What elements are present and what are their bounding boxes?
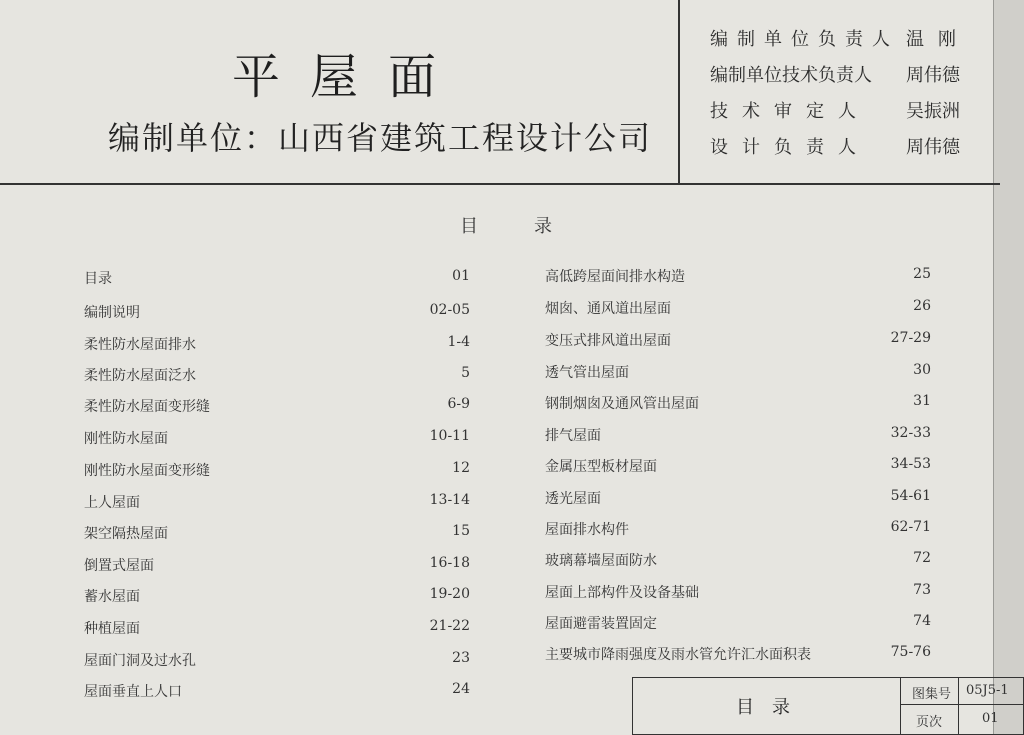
toc-item-page: 16-18	[429, 555, 470, 571]
toc-item-label: 屋面避雷装置固定	[545, 616, 657, 632]
toc-item	[84, 523, 470, 547]
name-2: 周伟德	[906, 65, 960, 86]
toc-item-label: 柔性防水屋面泛水	[84, 368, 196, 384]
name-3: 吴振洲	[906, 101, 960, 122]
toc-item-label: 高低跨屋面间排水构造	[545, 269, 685, 285]
toc-item-page: 02-05	[429, 302, 470, 318]
toc-item-page: 75-76	[890, 644, 931, 660]
toc-item-label: 主要城市降雨强度及雨水管允许汇水面积表	[545, 647, 811, 663]
toc-item-label: 钢制烟囱及通风管出屋面	[545, 396, 699, 412]
compiling-unit: 编制单位：山西省建筑工程设计公司	[108, 119, 653, 157]
title-block-row-divider	[900, 704, 1024, 705]
toc-item	[84, 555, 470, 579]
toc-item	[84, 302, 470, 326]
toc-item	[84, 428, 470, 452]
toc-item-page: 34-53	[890, 456, 931, 472]
toc-item	[545, 330, 931, 354]
toc-item-label: 烟囱、通风道出屋面	[545, 301, 671, 317]
toc-item	[545, 488, 931, 512]
toc-item	[84, 460, 470, 484]
toc-item	[545, 644, 931, 668]
page-edge	[993, 0, 1024, 735]
toc-item	[84, 334, 470, 358]
toc-item-page: 27-29	[890, 330, 931, 346]
toc-item	[545, 425, 931, 449]
header-divider	[678, 0, 680, 184]
toc-item	[84, 650, 470, 674]
drawing-title: 平屋面	[232, 49, 467, 105]
role-2: 编制单位技术负责人	[710, 65, 872, 86]
toc-item-label: 透光屋面	[545, 491, 601, 507]
toc-item-page: 25	[913, 266, 931, 282]
page-number-value: 01	[982, 711, 999, 726]
toc-heading-right: 录	[534, 216, 552, 237]
toc-item	[545, 550, 931, 574]
toc-item-page: 31	[913, 393, 931, 409]
toc-item-label: 柔性防水屋面变形缝	[84, 399, 210, 415]
header-bottom-rule	[0, 183, 1000, 185]
toc-item	[545, 582, 931, 606]
toc-item-label: 刚性防水屋面变形缝	[84, 463, 210, 479]
toc-item	[84, 618, 470, 642]
toc-item-label: 屋面垂直上人口	[84, 684, 182, 700]
toc-item	[84, 268, 470, 292]
toc-item-page: 73	[913, 582, 931, 598]
toc-item-label: 刚性防水屋面	[84, 431, 168, 447]
toc-item-label: 柔性防水屋面排水	[84, 337, 196, 353]
toc-item-label: 变压式排风道出屋面	[545, 333, 671, 349]
toc-item	[84, 586, 470, 610]
toc-item-label: 排气屋面	[545, 428, 601, 444]
role-1: 编制单位负责人	[710, 29, 899, 50]
toc-item-label: 屋面排水构件	[545, 522, 629, 538]
toc-item	[545, 362, 931, 386]
role-3: 技术审定人	[710, 101, 870, 122]
toc-item-page: 72	[913, 550, 931, 566]
toc-item-label: 玻璃幕墙屋面防水	[545, 553, 657, 569]
toc-item-page: 74	[913, 613, 931, 629]
toc-item-page: 30	[913, 362, 931, 378]
toc-item-label: 透气管出屋面	[545, 365, 629, 381]
toc-item-label: 上人屋面	[84, 495, 140, 511]
toc-item-label: 屋面门洞及过水孔	[84, 653, 196, 669]
toc-item-page: 1-4	[447, 334, 470, 350]
toc-item-page: 19-20	[429, 586, 470, 602]
atlas-number-value: 05J5-1	[966, 683, 1009, 698]
toc-item	[84, 681, 470, 705]
toc-item-page: 62-71	[890, 519, 931, 535]
toc-item-page: 13-14	[429, 492, 470, 508]
toc-item	[545, 393, 931, 417]
toc-item-label: 蓄水屋面	[84, 589, 140, 605]
toc-item-page: 6-9	[447, 396, 470, 412]
toc-item-page: 15	[452, 523, 470, 539]
title-block-divider-2	[958, 677, 959, 735]
toc-item	[545, 456, 931, 480]
title-block-title: 目录	[736, 697, 808, 718]
toc-item-page: 12	[452, 460, 470, 476]
toc-item-page: 54-61	[890, 488, 931, 504]
toc-item-page: 01	[452, 268, 470, 284]
page-number-label: 页次	[916, 715, 943, 730]
name-4: 周伟德	[906, 137, 960, 158]
toc-item	[545, 298, 931, 322]
toc-item-label: 目录	[84, 271, 112, 287]
role-4: 设计负责人	[710, 137, 870, 158]
toc-item-label: 金属压型板材屋面	[545, 459, 657, 475]
toc-item-page: 21-22	[429, 618, 470, 634]
toc-item-page: 26	[913, 298, 931, 314]
toc-item	[84, 396, 470, 420]
toc-item	[545, 519, 931, 543]
toc-item-page: 23	[452, 650, 470, 666]
toc-item	[84, 492, 470, 516]
toc-item-label: 编制说明	[84, 305, 140, 321]
toc-item-label: 倒置式屋面	[84, 558, 154, 574]
toc-item	[84, 365, 470, 389]
toc-item-page: 32-33	[890, 425, 931, 441]
toc-item-label: 种植屋面	[84, 621, 140, 637]
toc-item-page: 24	[452, 681, 470, 697]
toc-item-page: 10-11	[429, 428, 470, 444]
title-block-divider-1	[900, 677, 901, 735]
toc-item-label: 架空隔热屋面	[84, 526, 168, 542]
toc-item-label: 屋面上部构件及设备基础	[545, 585, 699, 601]
atlas-number-label: 图集号	[912, 687, 952, 702]
toc-heading-left: 目	[460, 216, 478, 237]
toc-item	[545, 266, 931, 290]
toc-item-page: 5	[461, 365, 470, 381]
name-1: 温刚	[906, 29, 970, 50]
toc-item	[545, 613, 931, 637]
